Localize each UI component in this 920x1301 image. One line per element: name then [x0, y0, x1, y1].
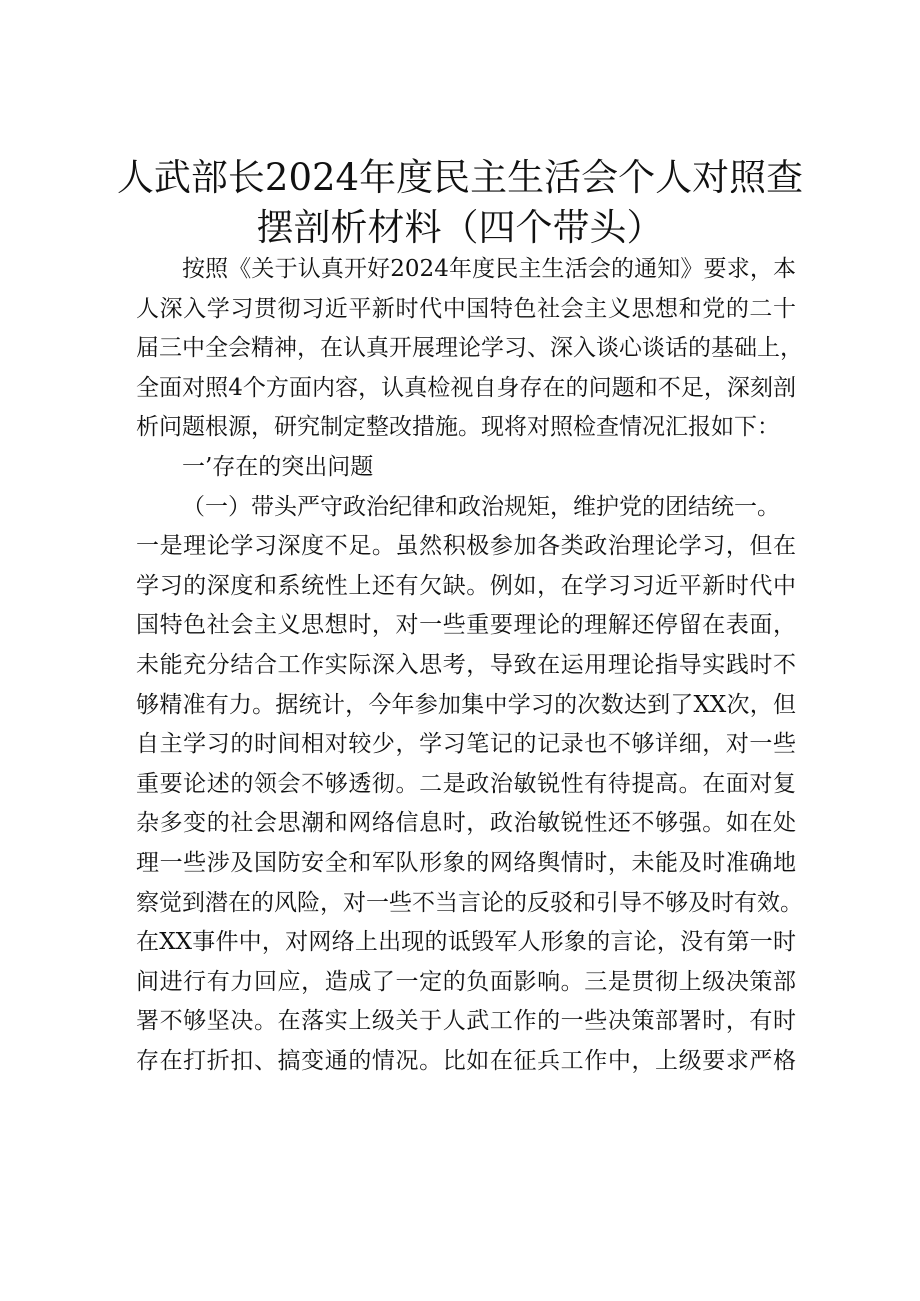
document-title	[100, 153, 820, 253]
paragraph-line: 够精准有力。据统计，今年参加集中学习的次数达到了XX次，但	[136, 691, 796, 718]
paragraph-line: 析问题根源，研究制定整改措施。现将对照检查情况汇报如下：	[136, 414, 780, 441]
paragraph-line: 署不够坚决。在落实上级关于人武工作的一些决策部署时，有时	[136, 1008, 796, 1035]
paragraph-line: 自主学习的时间相对较少，学习笔记的记录也不够详细，对一些	[136, 731, 796, 758]
document-body	[136, 250, 803, 1081]
paragraph-line: 杂多变的社会思潮和网络信息时，政治敏锐性还不够强。如在处	[136, 810, 796, 837]
paragraph-section-1	[136, 488, 803, 1082]
paragraph-line: 存在打折扣、搞变通的情况。比如在征兵工作中，上级要求严格	[136, 1047, 796, 1074]
paragraph-line: 未能充分结合工作实际深入思考，导致在运用理论指导实践时不	[136, 651, 796, 678]
paragraph-line: 重要论述的领会不够透彻。二是政治敏锐性有待提高。在面对复	[136, 770, 796, 797]
paragraph-intro	[136, 250, 803, 448]
section-heading	[136, 448, 796, 488]
paragraph-line: 全面对照4个方面内容，认真检视自身存在的问题和不足，深刻剖	[136, 374, 796, 401]
paragraph-line: 理一些涉及国防安全和军队形象的网络舆情时，未能及时准确地	[136, 849, 796, 876]
subsection-heading-line: （一）带头严守政治纪律和政治规矩，维护党的团结统一。	[182, 493, 780, 520]
paragraph-line: 间进行有力回应，造成了一定的负面影响。三是贯彻上级决策部	[136, 968, 796, 995]
paragraph-line: 按照《关于认真开好2024年度民主生活会的通知》要求，本	[182, 256, 796, 282]
title-line-2: 摆剖析材料（四个带头）	[256, 205, 664, 249]
paragraph-line: 届三中全会精神，在认真开展理论学习、深入谈心谈话的基础上，	[136, 335, 803, 362]
paragraph-line: 在XX事件中，对网络上出现的诋毁军人形象的言论，没有第一时	[136, 929, 796, 956]
section-heading-line: 一’存在的突出问题	[182, 453, 374, 480]
paragraph-line: 一是理论学习深度不足。虽然积极参加各类政治理论学习，但在	[136, 533, 796, 560]
title-line-1: 人武部长2024年度民主生活会个人对照查	[116, 155, 804, 199]
paragraph-line: 人深入学习贯彻习近平新时代中国特色社会主义思想和党的二十	[136, 295, 796, 322]
paragraph-line: 察觉到潜在的风险，对一些不当言论的反驳和引导不够及时有效。	[136, 889, 803, 916]
paragraph-line: 学习的深度和系统性上还有欠缺。例如，在学习习近平新时代中	[136, 572, 796, 599]
paragraph-line: 国特色社会主义思想时，对一些重要理论的理解还停留在表面，	[136, 612, 796, 639]
